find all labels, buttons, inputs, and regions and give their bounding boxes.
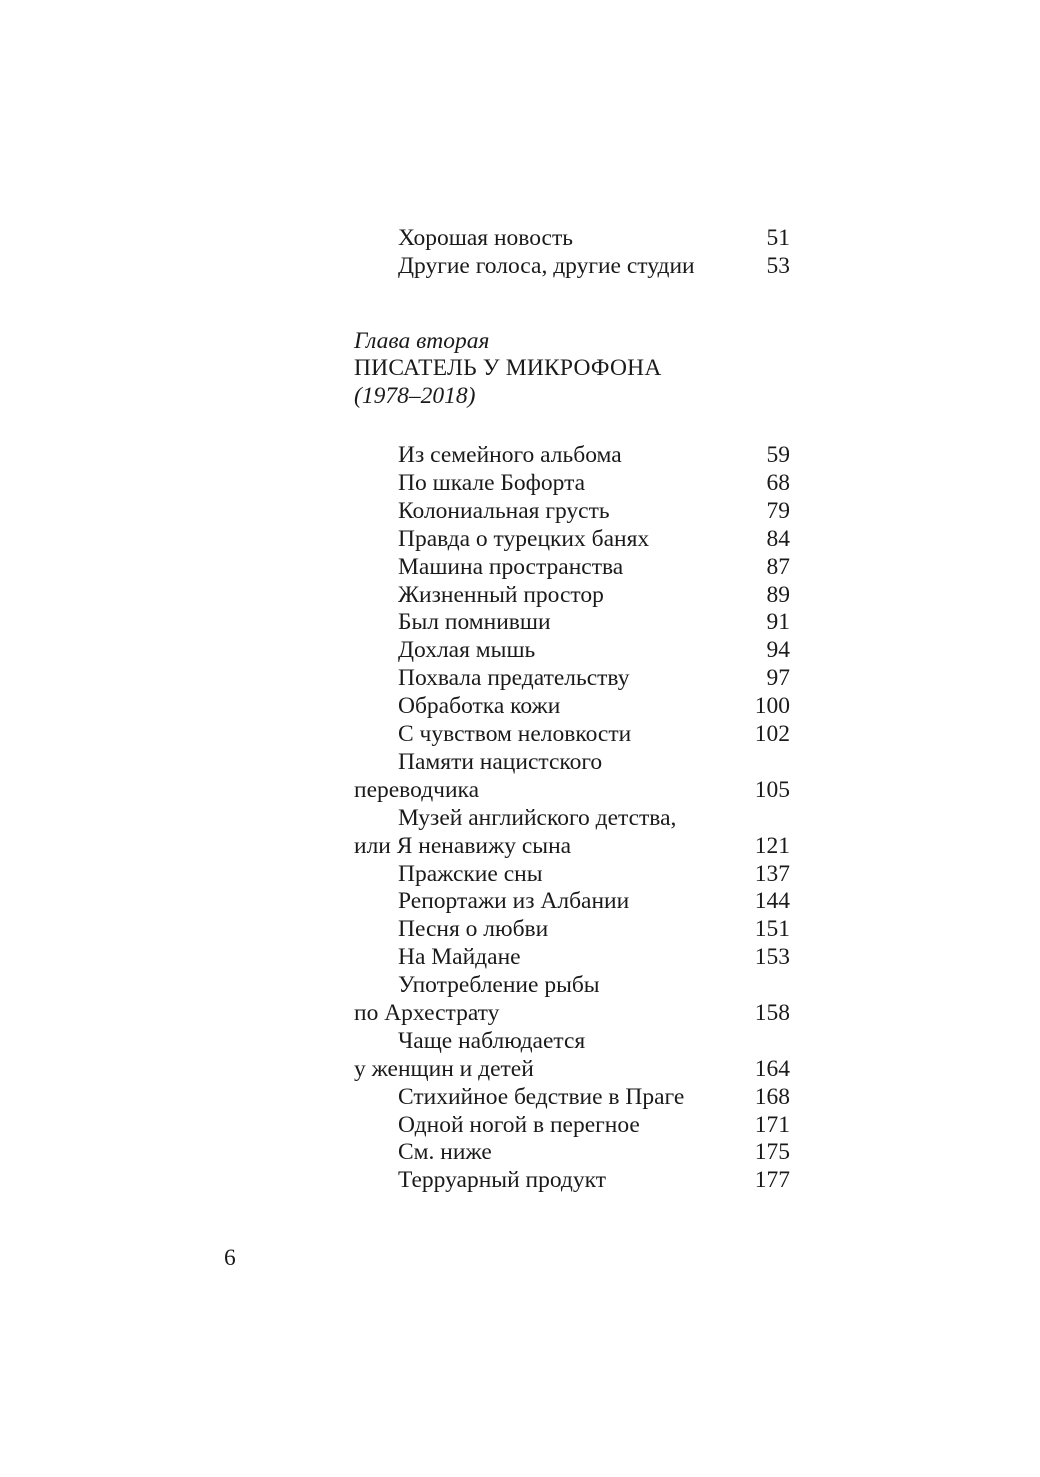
- toc-entry-title: Другие голоса, другие студии: [398, 253, 695, 279]
- toc-entry: [0, 1111, 1040, 1139]
- toc-entry-page: 53: [766, 253, 790, 279]
- toc-entry-page: 137: [754, 861, 790, 887]
- toc-entry: [0, 636, 1040, 664]
- toc-entry: [0, 252, 1040, 280]
- page-number: 6: [224, 1245, 236, 1271]
- toc-entry: [0, 915, 1040, 943]
- toc-entry: [0, 525, 1040, 553]
- toc-entry-title-continuation: у женщин и детей: [354, 1056, 534, 1082]
- toc-entry: [0, 497, 1040, 525]
- toc-entry-title: Был помнивши: [398, 609, 551, 635]
- chapter-title: ПИСАТЕЛЬ У МИКРОФОНА: [354, 355, 662, 381]
- toc-entry: [0, 664, 1040, 692]
- toc-entry-page: 100: [754, 693, 790, 719]
- toc-entry-page: 153: [754, 944, 790, 970]
- toc-entry-page: 89: [766, 582, 790, 608]
- toc-entry-page: 121: [754, 833, 790, 859]
- toc-entry-page: 91: [766, 609, 790, 635]
- toc-entry-page: 94: [766, 637, 790, 663]
- toc-entry: [0, 1083, 1040, 1111]
- toc-entry-title: Жизненный простор: [398, 582, 604, 608]
- toc-entry: [0, 1166, 1040, 1194]
- toc-entry-title: Пражские сны: [398, 861, 543, 887]
- toc-entry: [0, 804, 1040, 860]
- toc-entry: [0, 553, 1040, 581]
- toc-entry-page: 87: [766, 554, 790, 580]
- toc-entry-title: На Майдане: [398, 944, 521, 970]
- toc-entry-page: 79: [766, 498, 790, 524]
- toc-entry-title: Памяти нацистского: [398, 749, 603, 775]
- toc-entry: [0, 441, 1040, 469]
- toc-entry-page: 51: [766, 225, 790, 251]
- toc-entry: [0, 887, 1040, 915]
- toc-entry-page: 164: [754, 1056, 790, 1082]
- toc-entry-page: 175: [754, 1139, 790, 1165]
- toc-entry: [0, 469, 1040, 497]
- toc-entry: [0, 720, 1040, 748]
- toc-entry-page: 144: [754, 888, 790, 914]
- toc-entry-title: См. ниже: [398, 1139, 492, 1165]
- toc-entry-title: Употребление рыбы: [398, 972, 600, 998]
- toc-entry-title-continuation: или Я ненавижу сына: [354, 833, 572, 859]
- toc-entry-page: 151: [754, 916, 790, 942]
- toc-entry-title: С чувством неловкости: [398, 721, 632, 747]
- toc-entry-title: Обработка кожи: [398, 693, 561, 719]
- toc-entry: [0, 971, 1040, 1027]
- toc-entry: [0, 581, 1040, 609]
- toc-entry-page: 171: [754, 1112, 790, 1138]
- toc-entry-title: Чаще наблюдается: [398, 1028, 586, 1054]
- toc-entry-page: 105: [754, 777, 790, 803]
- toc-entry: [0, 692, 1040, 720]
- toc-entry-page: 168: [754, 1084, 790, 1110]
- toc-entry: [0, 224, 1040, 252]
- toc-entry: [0, 943, 1040, 971]
- toc-entry: [0, 860, 1040, 888]
- toc-entry-page: 97: [766, 665, 790, 691]
- toc-entry-page: 102: [754, 721, 790, 747]
- chapter-kicker: Глава вторая: [354, 328, 490, 354]
- toc-entry-page: 59: [766, 442, 790, 468]
- toc-entry-page: 68: [766, 470, 790, 496]
- toc-entry-title: Похвала предательству: [398, 665, 630, 691]
- toc-entry-title: Репортажи из Албании: [398, 888, 630, 914]
- toc-entry-page: 158: [754, 1000, 790, 1026]
- chapter-years: (1978–2018): [354, 383, 476, 409]
- toc-entry-title: Правда о турецких банях: [398, 526, 650, 552]
- toc-entry-title: Дохлая мышь: [398, 637, 536, 663]
- toc-entry: [0, 748, 1040, 804]
- toc-entry: [0, 1027, 1040, 1083]
- toc-entry-title: Колониальная грусть: [398, 498, 610, 524]
- toc-entry-title-continuation: по Архестрату: [354, 1000, 500, 1026]
- toc-entry-title: Стихийное бедствие в Праге: [398, 1084, 685, 1110]
- toc-entry: [0, 608, 1040, 636]
- toc-entry-title: Одной ногой в перегное: [398, 1112, 640, 1138]
- toc-entry-page: 177: [754, 1167, 790, 1193]
- toc-entry-title: Песня о любви: [398, 916, 549, 942]
- toc-entry-title: Из семейного альбома: [398, 442, 622, 468]
- toc-entry-page: 84: [766, 526, 790, 552]
- toc-entry-title: Хорошая новость: [398, 225, 573, 251]
- toc-entry-title-continuation: переводчика: [354, 777, 480, 803]
- toc-entry-title: Терруарный продукт: [398, 1167, 607, 1193]
- toc-entry-title: Машина пространства: [398, 554, 624, 580]
- toc-entry-title: Музей английского детства,: [398, 805, 677, 831]
- toc-entry-title: По шкале Бофорта: [398, 470, 586, 496]
- toc-entry: [0, 1138, 1040, 1166]
